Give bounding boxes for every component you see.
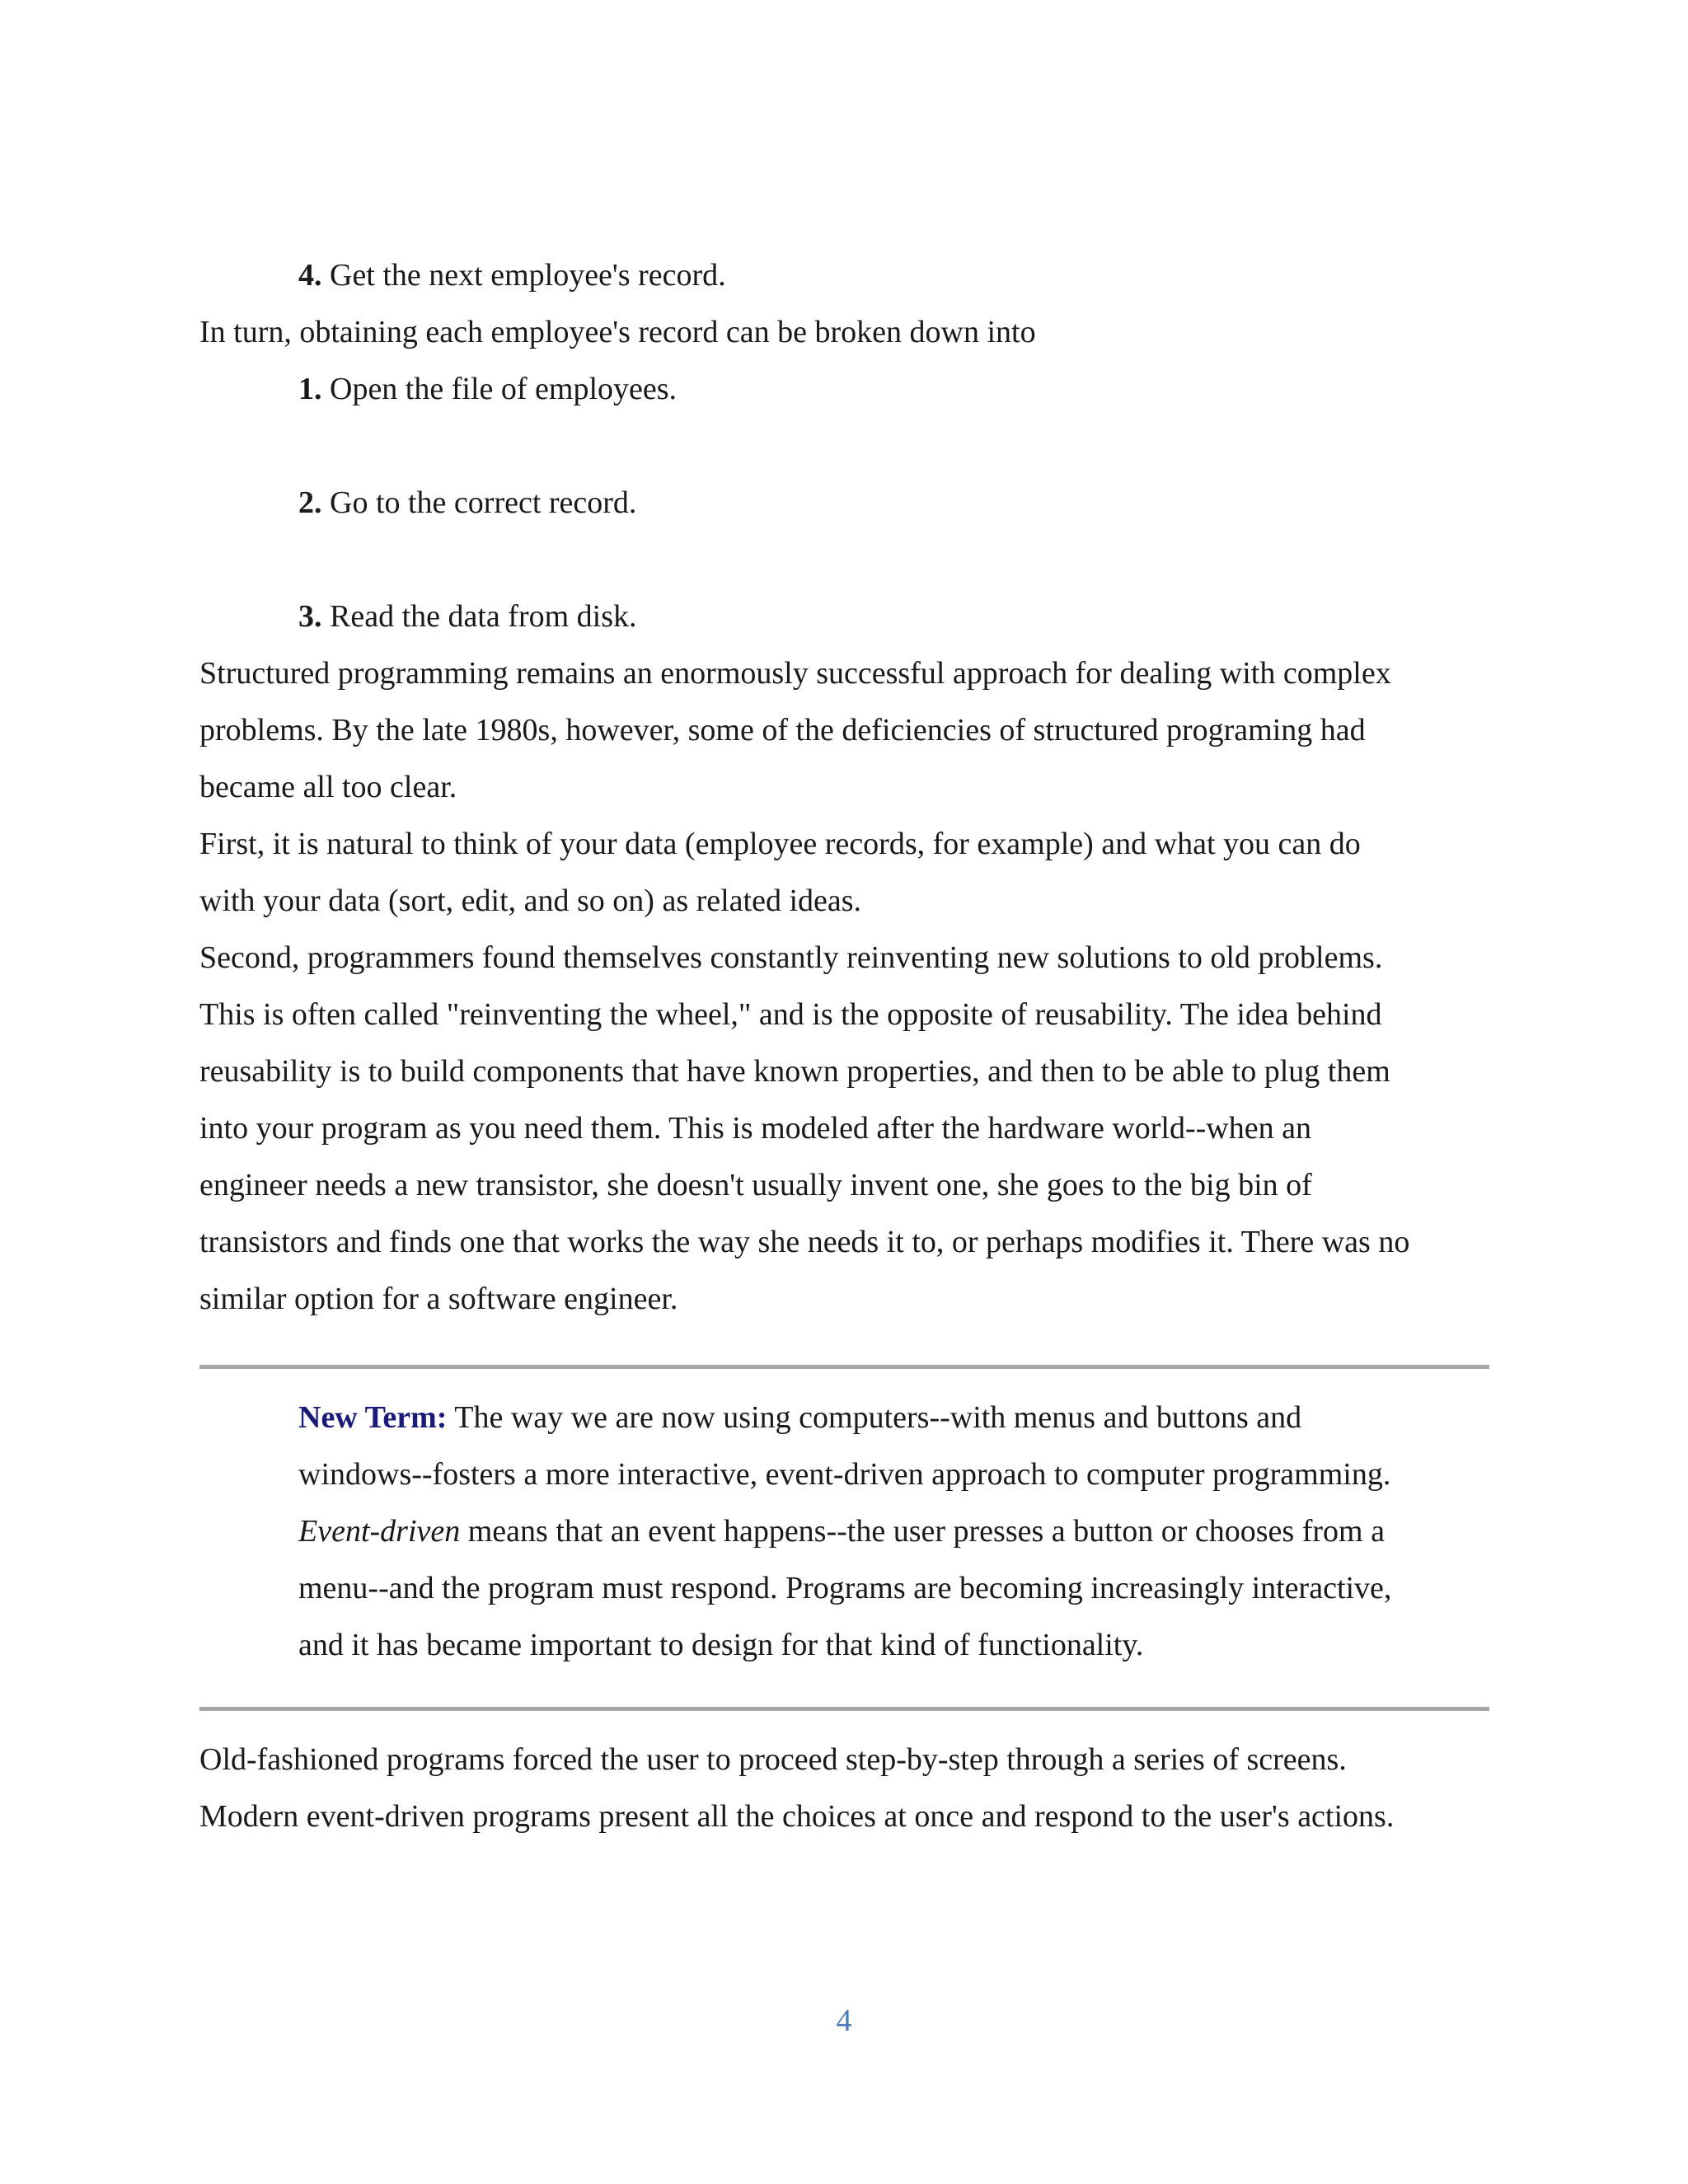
new-term-text: The way we are now using computers--with menus and buttons and: [447, 1400, 1302, 1435]
new-term-text: means that an event happens--the user presses a button or chooses from a: [460, 1514, 1385, 1549]
paragraph-second-line: into your program as you need them. This is modeled after the hardware world--when an: [199, 1111, 1311, 1146]
intro-line: In turn, obtaining each employee's record can be broken down into: [199, 315, 1036, 349]
new-term-label: New Term:: [298, 1400, 448, 1435]
page-number: 4: [836, 2004, 852, 2038]
new-term-line-2: windows--fosters a more interactive, event-driven approach to computer programming.: [298, 1457, 1391, 1492]
list-item-substep-2: [298, 475, 636, 532]
paragraph-second-line: reusability is to build components that have known properties, and then to be able to plug them: [199, 1054, 1390, 1089]
new-term-italic-word: Event-driven: [298, 1514, 461, 1549]
paragraph-closing-line: Old-fashioned programs forced the user to proceed step-by-step through a series of screens.: [199, 1742, 1347, 1777]
step-text: Go to the correct record.: [321, 485, 637, 520]
step-text: Open the file of employees.: [321, 372, 678, 406]
step-number: 1.: [298, 372, 322, 406]
list-item-step-4: [298, 247, 726, 304]
new-term-line-5: and it has became important to design for that kind of functionality.: [298, 1628, 1144, 1662]
step-text: Read the data from disk.: [321, 599, 637, 634]
paragraph-closing-line: Modern event-driven programs present all the choices at once and respond to the user's actions.: [199, 1799, 1395, 1834]
step-number: 3.: [298, 599, 322, 634]
new-term-line-4: menu--and the program must respond. Programs are becoming increasingly interactive,: [298, 1571, 1392, 1605]
list-item-substep-3: [298, 588, 637, 645]
paragraph-second-line: Second, programmers found themselves constantly reinventing new solutions to old problems.: [199, 940, 1383, 975]
paragraph-structured-line: Structured programming remains an enormously successful approach for dealing with complex: [199, 656, 1391, 691]
step-text: Get the next employee's record.: [321, 258, 726, 293]
new-term-line-1: [298, 1390, 1301, 1446]
paragraph-first-line: with your data (sort, edit, and so on) as related ideas.: [199, 883, 862, 918]
paragraph-second-line: transistors and finds one that works the way she needs it to, or perhaps modifies it. There was no: [199, 1225, 1410, 1259]
step-number: 4.: [298, 258, 322, 293]
list-item-substep-1: [298, 361, 677, 418]
paragraph-structured-line: became all too clear.: [199, 770, 457, 804]
new-term-line-3: [298, 1503, 1385, 1560]
divider-bottom: [199, 1707, 1489, 1711]
paragraph-second-line: This is often called "reinventing the wheel," and is the opposite of reusability. The idea behind: [199, 997, 1382, 1032]
paragraph-second-line: similar option for a software engineer.: [199, 1282, 678, 1316]
paragraph-first-line: First, it is natural to think of your data (employee records, for example) and what you can do: [199, 827, 1361, 861]
step-number: 2.: [298, 485, 322, 520]
paragraph-second-line: engineer needs a new transistor, she doesn't usually invent one, she goes to the big bin of: [199, 1168, 1312, 1202]
divider-top: [199, 1365, 1489, 1369]
paragraph-structured-line: problems. By the late 1980s, however, some of the deficiencies of structured programing had: [199, 713, 1366, 748]
